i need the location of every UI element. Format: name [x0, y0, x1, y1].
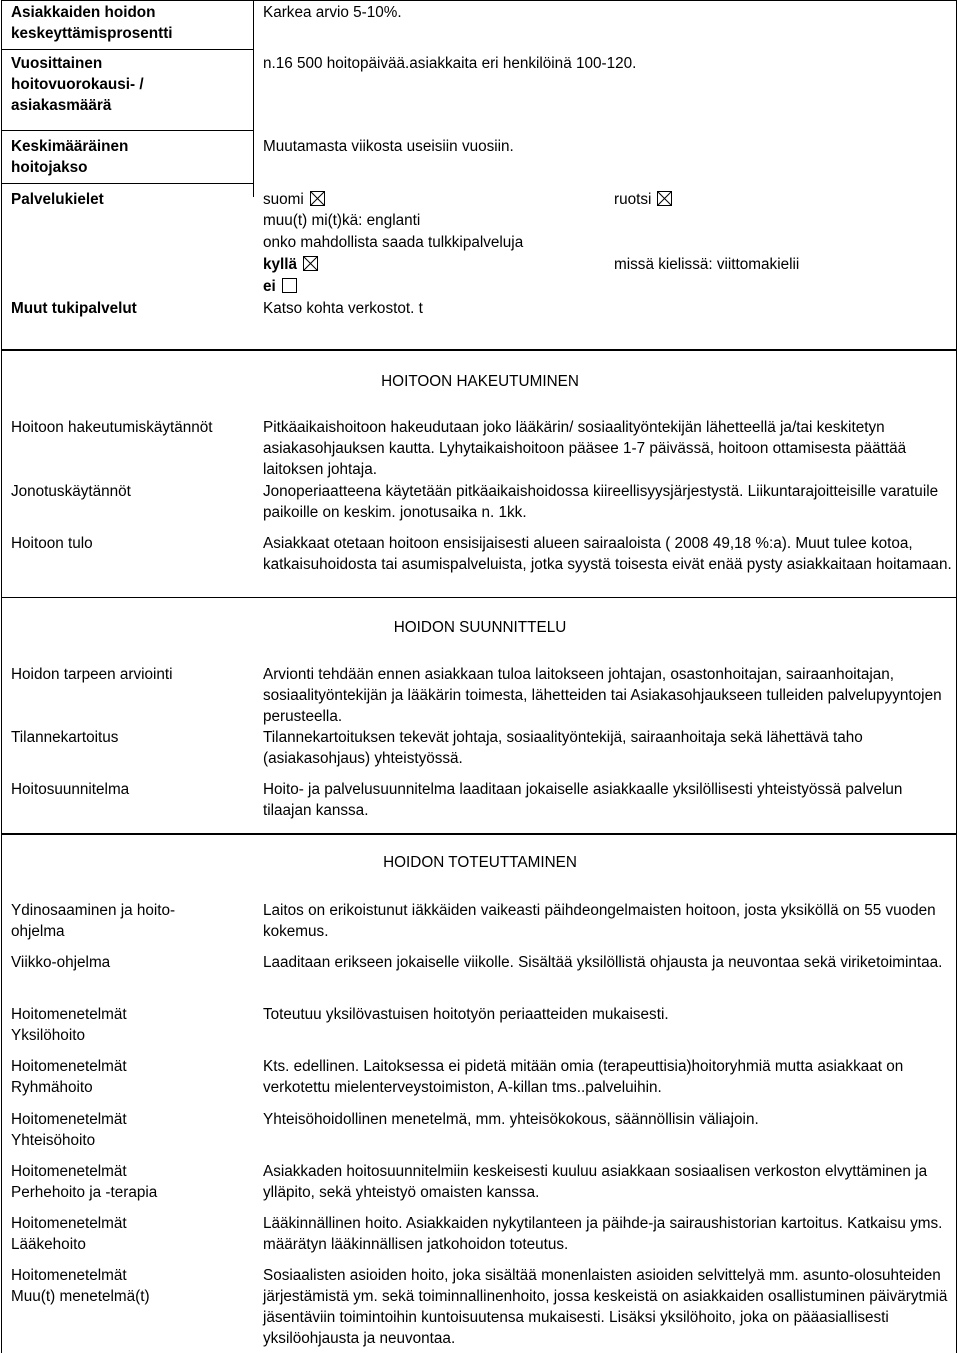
ei-label: ei [263, 278, 276, 295]
text-ydinosaaminen: Laitos on erikoistunut iäkkäiden vaikeasti päihdeongelmaisten hoitoon, josta yksiköllä on 55 vuoden kokemus. [263, 902, 936, 940]
label-viikko-ohjelma: Viikko-ohjelma [11, 954, 111, 971]
row-divider [2, 49, 253, 50]
lang-suomi-label: suomi [263, 191, 304, 208]
lang-ruotsi [614, 189, 672, 210]
label-hoitojakso: Keskimääräinen hoitojakso [11, 138, 129, 176]
menetelmat-title: Hoitomenetelmät [11, 1006, 127, 1023]
value-tukipalvelut: Katso kohta verkostot. t [263, 300, 423, 317]
label-hoitosuunnitelma: Hoitosuunnitelma [11, 781, 130, 798]
heading-suunnittelu: HOIDON SUUNNITTELU [393, 619, 567, 636]
text-muu-menetelma: Sosiaalisten asioiden hoito, joka sisältää monenlaisten asioiden selvittelyä mm. asunto-olosuhteiden järjestämistä ym. sekä toiminnallinenhoito, jossa keskeistä on asiakkaiden osallistuminen päivärytmiä jäsentäviin toimintoihin kuntoisuutensa mukaisesti. Lisäksi yksilöhoito, joka on pääasiallisesti yksilöohjausta ja neuvontaa. [263, 1267, 948, 1347]
value-hoitovuorokausi: n.16 500 hoitopäivää.asiakkaita eri henkilöinä 100-120. [263, 55, 637, 72]
tulkki-kylla [263, 254, 318, 275]
kylla-checkbox[interactable] [303, 256, 318, 271]
column-divider [253, 1, 254, 197]
label-jonotus: Jonotuskäytännöt [11, 483, 131, 500]
label-ydinosaaminen: Ydinosaaminen ja hoito-ohjelma [11, 902, 176, 940]
text-jonotus: Jonoperiaatteena käytetään pitkäaikaishoidossa kiireellisyysjärjestystä. Liikuntarajoitteisille varatuile paikoille on keskim. jonotusaika n. 1kk. [263, 483, 939, 521]
text-hoitosuunnitelma: Hoito- ja palvelusuunnitelma laaditaan jokaiselle asiakkaalle yksilöllisesti yhteistyössä palvelun tilaajan kanssa. [263, 781, 903, 819]
row-divider [2, 130, 253, 131]
label-menetelmat-yhteiso [11, 1109, 127, 1151]
menetelmat-title: Hoitomenetelmät [11, 1267, 127, 1284]
suomi-checkbox[interactable] [310, 191, 325, 206]
label-menetelmat-yksilo [11, 1004, 127, 1046]
text-yksilohoito: Toteutuu yksilövastuisen hoitotyön periaatteiden mukaisesti. [263, 1006, 669, 1023]
text-viikko-ohjelma: Laaditaan erikseen jokaiselle viikolle. Sisältää yksilöllistä ohjausta ja neuvontaa sekä viriketoimintaa. [263, 954, 943, 971]
text-arviointi: Arvionti tehdään ennen asiakkaan tuloa laitokseen johtajan, osastonhoitajan, sairaanhoitajan, sosiaalityöntekijän ja lääkärin toimesta, lähetteiden tai Asiakasohjaukseen tulleiden palvelupyyntojen perusteella. [263, 666, 942, 725]
menetelma-sub: Ryhmähoito [11, 1079, 93, 1096]
tulkki-ei [263, 276, 297, 297]
heading-hakeutuminen: HOITOON HAKEUTUMINEN [381, 373, 579, 390]
label-tukipalvelut: Muut tukipalvelut [11, 300, 137, 317]
text-hoitoon-tulo: Asiakkaat otetaan hoitoon ensisijaisesti alueen sairaaloista ( 2008 49,18 %:a). Muut tulee kotoa, katkaisuhoidosta tai asumispalveluista, jotka syystä toisesta eivät enää pysty asiakkaitaan hoitamaan. [263, 535, 952, 573]
menetelma-sub: Yhteisöhoito [11, 1132, 96, 1149]
tulkki-question: onko mahdollista saada tulkkipalveluja [263, 234, 524, 251]
value-hoitojakso: Muutamasta viikosta useisiin vuosiin. [263, 138, 514, 155]
label-hakeutumiskaytannot: Hoitoon hakeutumiskäytännöt [11, 419, 213, 436]
label-palvelukielet: Palvelukielet [11, 191, 104, 208]
label-arviointi: Hoidon tarpeen arviointi [11, 666, 173, 683]
label-menetelmat-muu [11, 1265, 150, 1307]
menetelma-sub: Yksilöhoito [11, 1027, 85, 1044]
menetelmat-title: Hoitomenetelmät [11, 1111, 127, 1128]
ruotsi-checkbox[interactable] [657, 191, 672, 206]
menetelmat-title: Hoitomenetelmät [11, 1215, 127, 1232]
kylla-label: kyllä [263, 256, 298, 273]
label-keskeyttamisprosentti: Asiakkaiden hoidon keskeyttämisprosentti [11, 4, 173, 42]
menetelmat-title: Hoitomenetelmät [11, 1058, 127, 1075]
text-perhehoito: Asiakkaden hoitosuunnitelmiin keskeisesti kuuluu asiakkaan sosiaalisen verkoston elvyttäminen ja ylläpito, sekä yhteistyö omaisten kanssa. [263, 1163, 928, 1201]
section-divider [2, 597, 956, 598]
lang-ruotsi-label: ruotsi [614, 191, 652, 208]
text-yhteisohoito: Yhteisöhoidollinen menetelmä, mm. yhteisökokous, säännöllisin väliajoin. [263, 1111, 759, 1128]
menetelma-sub: Muu(t) menetelmä(t) [11, 1288, 150, 1305]
label-tilannekartoitus: Tilannekartoitus [11, 729, 119, 746]
value-keskeyttamisprosentti: Karkea arvio 5-10%. [263, 4, 402, 21]
label-menetelmat-ryhma [11, 1056, 127, 1098]
lang-suomi [263, 189, 325, 210]
label-hoitovuorokausi: Vuosittainen hoitovuorokausi- / asiakasmäärä [11, 55, 144, 114]
text-tilannekartoitus: Tilannekartoituksen tekevät johtaja, sosiaalityöntekijä, sairaanhoitaja sekä lähettävä taho (asiakasohjaus) yhteistyössä. [263, 729, 863, 767]
menetelma-sub: Perhehoito ja -terapia [11, 1184, 158, 1201]
text-laakehoito: Lääkinnällinen hoito. Asiakkaiden nykytilanteen ja päihde-ja sairaushistorian kartoitus. Katkaisu yms. määrätyn lääkinnällisen jatkohoidon toteutus. [263, 1215, 943, 1253]
ei-checkbox[interactable] [282, 278, 297, 293]
text-ryhmahoito: Kts. edellinen. Laitoksessa ei pidetä mitään omia (terapeuttisia)hoitoryhmiä mutta asiakkaat on verkotettu mielenterveystoimiston, A-killan tms..palveluihin. [263, 1058, 904, 1096]
missa-kielissa: missä kielissä: viittomakielii [614, 256, 800, 273]
menetelmat-title: Hoitomenetelmät [11, 1163, 127, 1180]
row-divider [2, 183, 253, 184]
label-hoitoon-tulo: Hoitoon tulo [11, 535, 93, 552]
lang-muu: muu(t) mi(t)kä: englanti [263, 212, 421, 229]
label-menetelmat-perhe [11, 1161, 157, 1203]
heading-toteuttaminen: HOIDON TOTEUTTAMINEN [383, 854, 577, 871]
menetelma-sub: Lääkehoito [11, 1236, 86, 1253]
label-menetelmat-laake [11, 1213, 127, 1255]
text-hakeutumiskaytannot: Pitkäaikaishoitoon hakeudutaan joko lääkärin/ sosiaalityöntekijän lähetteellä ja/tai keskitetyn asiakasohjauksen kautta. Lyhytaikaishoitoon pääsee 1-7 päivässä, hoitoon ottamisesta päättää laitoksen johtaja. [263, 419, 907, 478]
